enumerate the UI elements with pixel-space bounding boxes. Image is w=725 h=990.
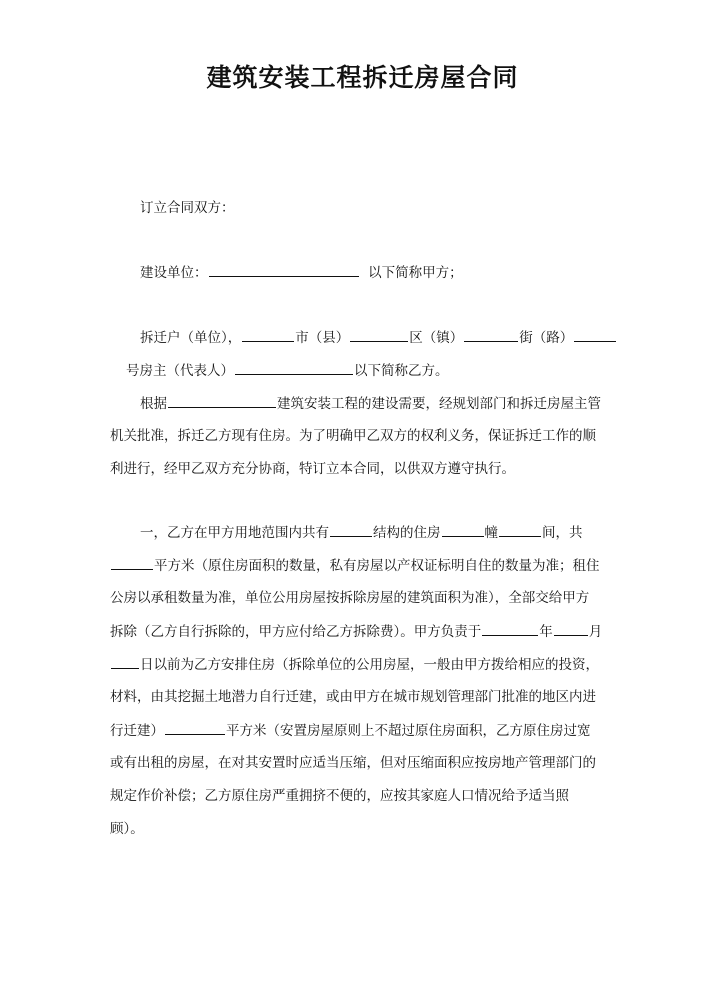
clause1-line-10: 顾）。 [110, 821, 144, 837]
relocatee-suffix: 以下简称乙方。 [354, 363, 449, 379]
month-blank [554, 621, 588, 636]
district-label: 区（镇） [409, 330, 464, 346]
relocatee-line-2 [126, 360, 449, 381]
clause1-line-6: 材料，由其挖掘土地潜力自行迁建，或由甲方在城市规划管理部门批准的地区内进 [110, 689, 596, 705]
relocatee-line-1 [140, 327, 617, 348]
clause1-text-7a: 行迁建） [110, 723, 164, 739]
relocatee-prefix: 拆迁户（单位）， [140, 330, 242, 346]
document-title: 建筑安装工程拆迁房屋合同 [206, 63, 519, 92]
project-name-blank [168, 393, 276, 408]
clause1-line-1 [140, 522, 583, 543]
structure-blank [330, 522, 372, 537]
clause1-text-4a: 拆除（乙方自行拆除的，甲方应付给乙方拆除费）。甲方负责于 [110, 624, 482, 640]
builder-suffix: 以下简称甲方； [368, 265, 463, 281]
clause1-line-9: 规定作价补偿；乙方原住房严重拥挤不便的，应按其家庭人口情况给予适当照 [110, 788, 569, 804]
preamble-line-1-text: 建筑安装工程的建设需要，经规划部门和拆迁房屋主管 [277, 396, 601, 412]
clause1-text-c: 幢 [484, 525, 498, 541]
clause1-line-8: 或有出租的房屋，在对其安置时应适当压缩，但对压缩面积应按房地产管理部门的 [110, 755, 596, 771]
clause1-text-2: 平方米（原住房面积的数量，私有房屋以产权证标明自住的数量为准；租住 [154, 558, 600, 574]
year-blank [482, 621, 538, 636]
clause1-line-7 [110, 720, 591, 741]
parties-intro: 订立合同双方： [140, 200, 235, 216]
room-count-blank [499, 522, 541, 537]
clause1-line-3: 公房以承租数量为准，单位公用房屋按拆除房屋的建筑面积为准），全部交给甲方 [110, 590, 590, 606]
clause1-text-5: 日以前为乙方安排住房（拆除单位的公用房屋，一般由甲方拨给相应的投资， [140, 657, 599, 673]
preamble-line-3: 利进行，经甲乙双方充分协商，特订立本合同，以供双方遵守执行。 [110, 461, 515, 477]
city-blank [242, 327, 294, 342]
clause1-text-b: 结构的住房 [373, 525, 441, 541]
clause1-text-a: 一，乙方在甲方用地范围内共有 [140, 525, 329, 541]
area-blank [111, 555, 153, 570]
preamble-prefix: 根据 [140, 396, 167, 412]
house-owner-blank [235, 360, 353, 375]
builder-label: 建设单位： [140, 265, 208, 281]
clause1-text-4c: 月 [588, 624, 603, 640]
builder-line [140, 262, 463, 283]
preamble-line-1 [140, 393, 601, 414]
clause1-text-d: 间，共 [542, 525, 583, 541]
house-number-blank [574, 327, 616, 342]
district-blank [350, 327, 408, 342]
clause1-line-2 [110, 555, 600, 576]
building-count-blank [442, 522, 484, 537]
resettlement-area-blank [165, 720, 225, 735]
clause1-line-5 [110, 654, 599, 675]
clause1-text-4b: 年 [539, 624, 553, 640]
clause1-text-7b: 平方米（安置房屋原则上不超过原住房面积，乙方原住房过宽 [226, 723, 591, 739]
day-blank [111, 654, 139, 669]
city-label: 市（县） [295, 330, 350, 346]
clause1-line-4 [110, 621, 602, 642]
street-blank [464, 327, 518, 342]
preamble-line-2: 机关批准，拆迁乙方现有住房。为了明确甲乙双方的权利义务，保证拆迁工作的顺 [110, 428, 596, 444]
builder-name-blank [209, 262, 359, 277]
street-label: 街（路） [519, 330, 574, 346]
house-owner-label: 号房主（代表人） [126, 363, 234, 379]
